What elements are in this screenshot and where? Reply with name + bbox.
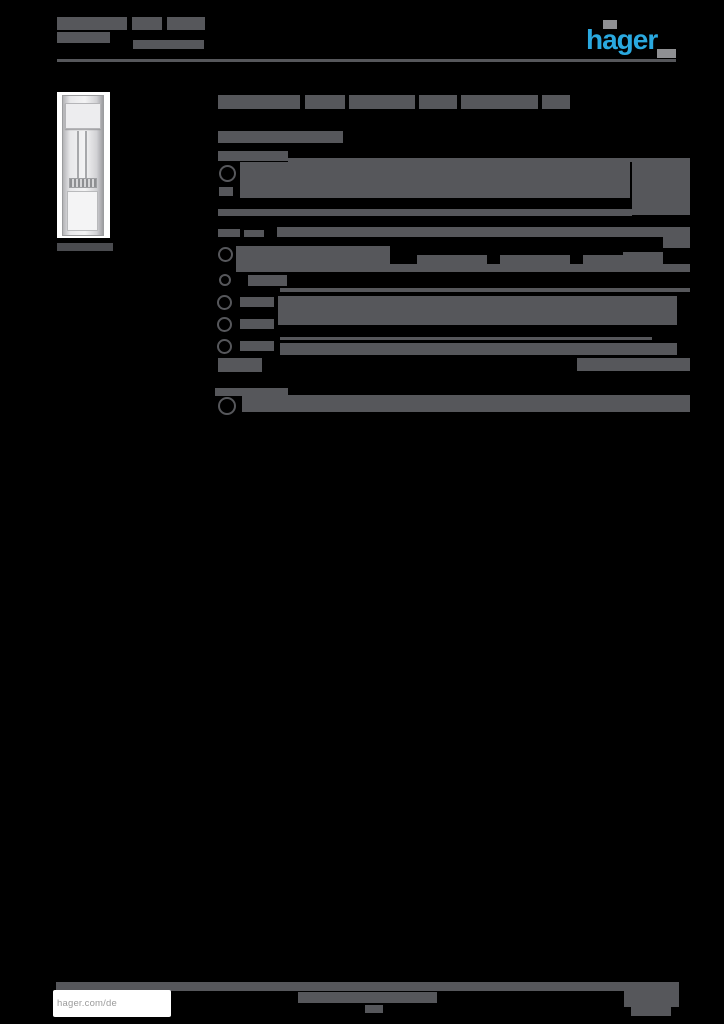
text-block: [218, 209, 632, 216]
text-block: [236, 264, 690, 272]
enclosure-left-rail: [77, 131, 79, 178]
text-block: [57, 17, 127, 30]
text-block: [298, 992, 437, 1003]
bullet-icon: [217, 295, 232, 310]
text-block: [663, 237, 690, 248]
hager-logo: [586, 24, 678, 60]
bullet-icon: [218, 247, 233, 262]
divider-rule: [280, 337, 652, 340]
text-block: [305, 95, 345, 109]
text-block: [244, 230, 264, 237]
logo-wordmark: hager: [586, 24, 658, 55]
text-block: [631, 1007, 671, 1016]
text-block: [240, 297, 274, 307]
text-block: [132, 17, 162, 30]
text-block: [218, 358, 262, 372]
text-block: [218, 95, 300, 109]
text-block: [417, 255, 487, 264]
text-block: [167, 17, 205, 30]
text-block: [278, 296, 677, 325]
text-block: [583, 255, 623, 264]
enclosure-door: [67, 191, 99, 231]
text-block: [542, 95, 570, 109]
product-photo: [57, 92, 110, 238]
footer-website-link[interactable]: hager.com/de: [57, 998, 117, 1009]
bullet-icon: [219, 274, 231, 286]
bullet-icon: [218, 397, 236, 415]
text-block: [624, 982, 679, 1007]
text-block: [242, 395, 690, 412]
divider-rule: [280, 288, 690, 292]
bullet-icon: [217, 317, 232, 332]
enclosure-top-panel: [65, 103, 100, 129]
enclosure-right-rail: [85, 131, 87, 178]
enclosure-terminal-strip: [69, 178, 98, 188]
text-block: [218, 131, 343, 143]
text-block: [277, 227, 690, 237]
text-block: [219, 187, 233, 196]
text-block: [280, 343, 677, 355]
text-block: [248, 275, 287, 286]
text-block: [240, 341, 274, 351]
footer-website-box: [53, 990, 171, 1017]
text-block: [365, 1005, 383, 1013]
text-block: [461, 95, 538, 109]
text-block: [240, 319, 274, 329]
text-block: [240, 162, 630, 198]
text-block: [133, 40, 204, 49]
text-block: [218, 151, 288, 161]
text-block: [577, 358, 690, 371]
text-block: [500, 255, 570, 264]
text-block: [419, 95, 457, 109]
divider-rule: [57, 59, 676, 62]
text-block: [349, 95, 415, 109]
text-block: [57, 32, 110, 43]
text-block: [632, 162, 690, 215]
logo-flag-bottom-icon: [657, 49, 676, 58]
text-block: [218, 229, 240, 237]
bullet-icon: [219, 165, 236, 182]
bullet-icon: [217, 339, 232, 354]
meter-enclosure-illustration: [62, 95, 104, 236]
text-block: [57, 243, 113, 251]
